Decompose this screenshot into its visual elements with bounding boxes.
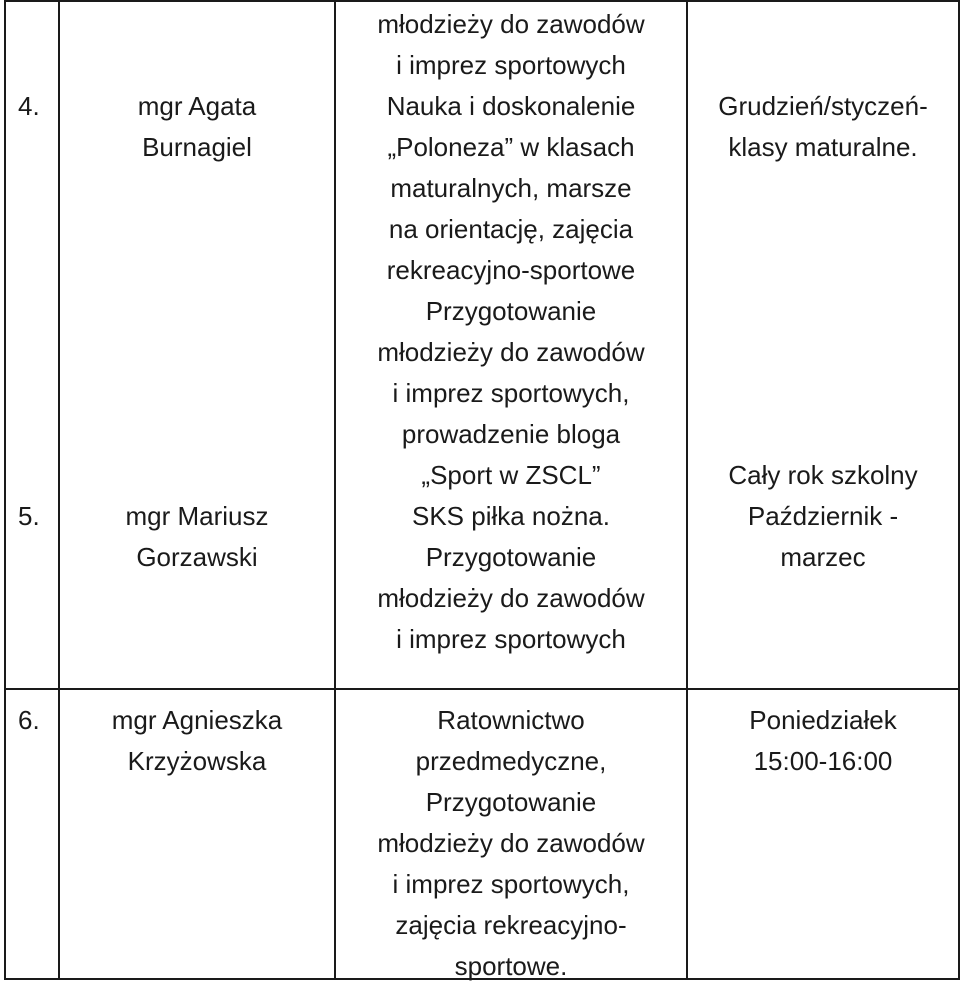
description-line: SKS piłka nożna. bbox=[411, 501, 610, 531]
description-line: rekreacyjno-sportowe bbox=[386, 255, 636, 285]
teacher-name-line: Burnagiel bbox=[142, 132, 252, 162]
time-line: Grudzień/styczeń- bbox=[718, 91, 928, 121]
schedule-time-cell bbox=[687, 689, 959, 979]
description-line: Przygotowanie bbox=[425, 542, 597, 572]
description-line: i imprez sportowych, bbox=[392, 869, 630, 899]
time-line: Cały rok szkolny bbox=[728, 460, 918, 490]
activity-description-cell bbox=[335, 1, 687, 689]
row-number: 4. bbox=[18, 91, 40, 121]
description-line: zajęcia rekreacyjno- bbox=[395, 910, 627, 940]
description-line: młodzieży do zawodów bbox=[377, 583, 645, 613]
description-line: młodzieży do zawodów bbox=[377, 828, 645, 858]
description-line: Przygotowanie bbox=[425, 787, 597, 817]
teacher-name-cell bbox=[59, 689, 335, 979]
description-line: „Sport w ZSCL” bbox=[421, 460, 601, 490]
description-line: maturalnych, marsze bbox=[390, 173, 632, 203]
time-line: Poniedziałek bbox=[749, 705, 897, 735]
description-line: i imprez sportowych, bbox=[392, 378, 630, 408]
table-row bbox=[5, 689, 959, 979]
description-line: Nauka i doskonalenie bbox=[386, 91, 636, 121]
description-line: młodzieży do zawodów bbox=[377, 9, 645, 39]
time-line: Październik - bbox=[747, 501, 899, 531]
row-number-cell bbox=[5, 689, 59, 979]
description-line: Ratownictwo bbox=[437, 705, 585, 735]
activities-table bbox=[4, 0, 960, 980]
teacher-name-cell bbox=[59, 1, 335, 689]
teacher-name-line: mgr Mariusz bbox=[125, 501, 269, 531]
description-line: przedmedyczne, bbox=[415, 746, 607, 776]
description-line: i imprez sportowych bbox=[396, 50, 626, 80]
description-line: prowadzenie bloga bbox=[401, 419, 621, 449]
description-line: i imprez sportowych bbox=[396, 624, 626, 654]
time-line: 15:00-16:00 bbox=[753, 746, 893, 776]
row-number-cell bbox=[5, 1, 59, 689]
table-row bbox=[5, 1, 959, 689]
schedule-time-cell bbox=[687, 1, 959, 689]
time-line: klasy maturalne. bbox=[728, 132, 918, 162]
teacher-name-line: Gorzawski bbox=[136, 542, 258, 572]
teacher-name-line: Krzyżowska bbox=[127, 746, 267, 776]
description-line: „Poloneza” w klasach bbox=[387, 132, 635, 162]
row-number: 6. bbox=[18, 705, 40, 735]
activity-description-cell bbox=[335, 689, 687, 979]
description-line: Przygotowanie bbox=[425, 296, 597, 326]
time-line: marzec bbox=[780, 542, 866, 572]
description-line: młodzieży do zawodów bbox=[377, 337, 645, 367]
row-number: 5. bbox=[18, 501, 40, 531]
teacher-name-line: mgr Agnieszka bbox=[111, 705, 283, 735]
description-line: sportowe. bbox=[454, 951, 568, 981]
description-line: na orientację, zajęcia bbox=[388, 214, 634, 244]
teacher-name-line: mgr Agata bbox=[137, 91, 257, 121]
